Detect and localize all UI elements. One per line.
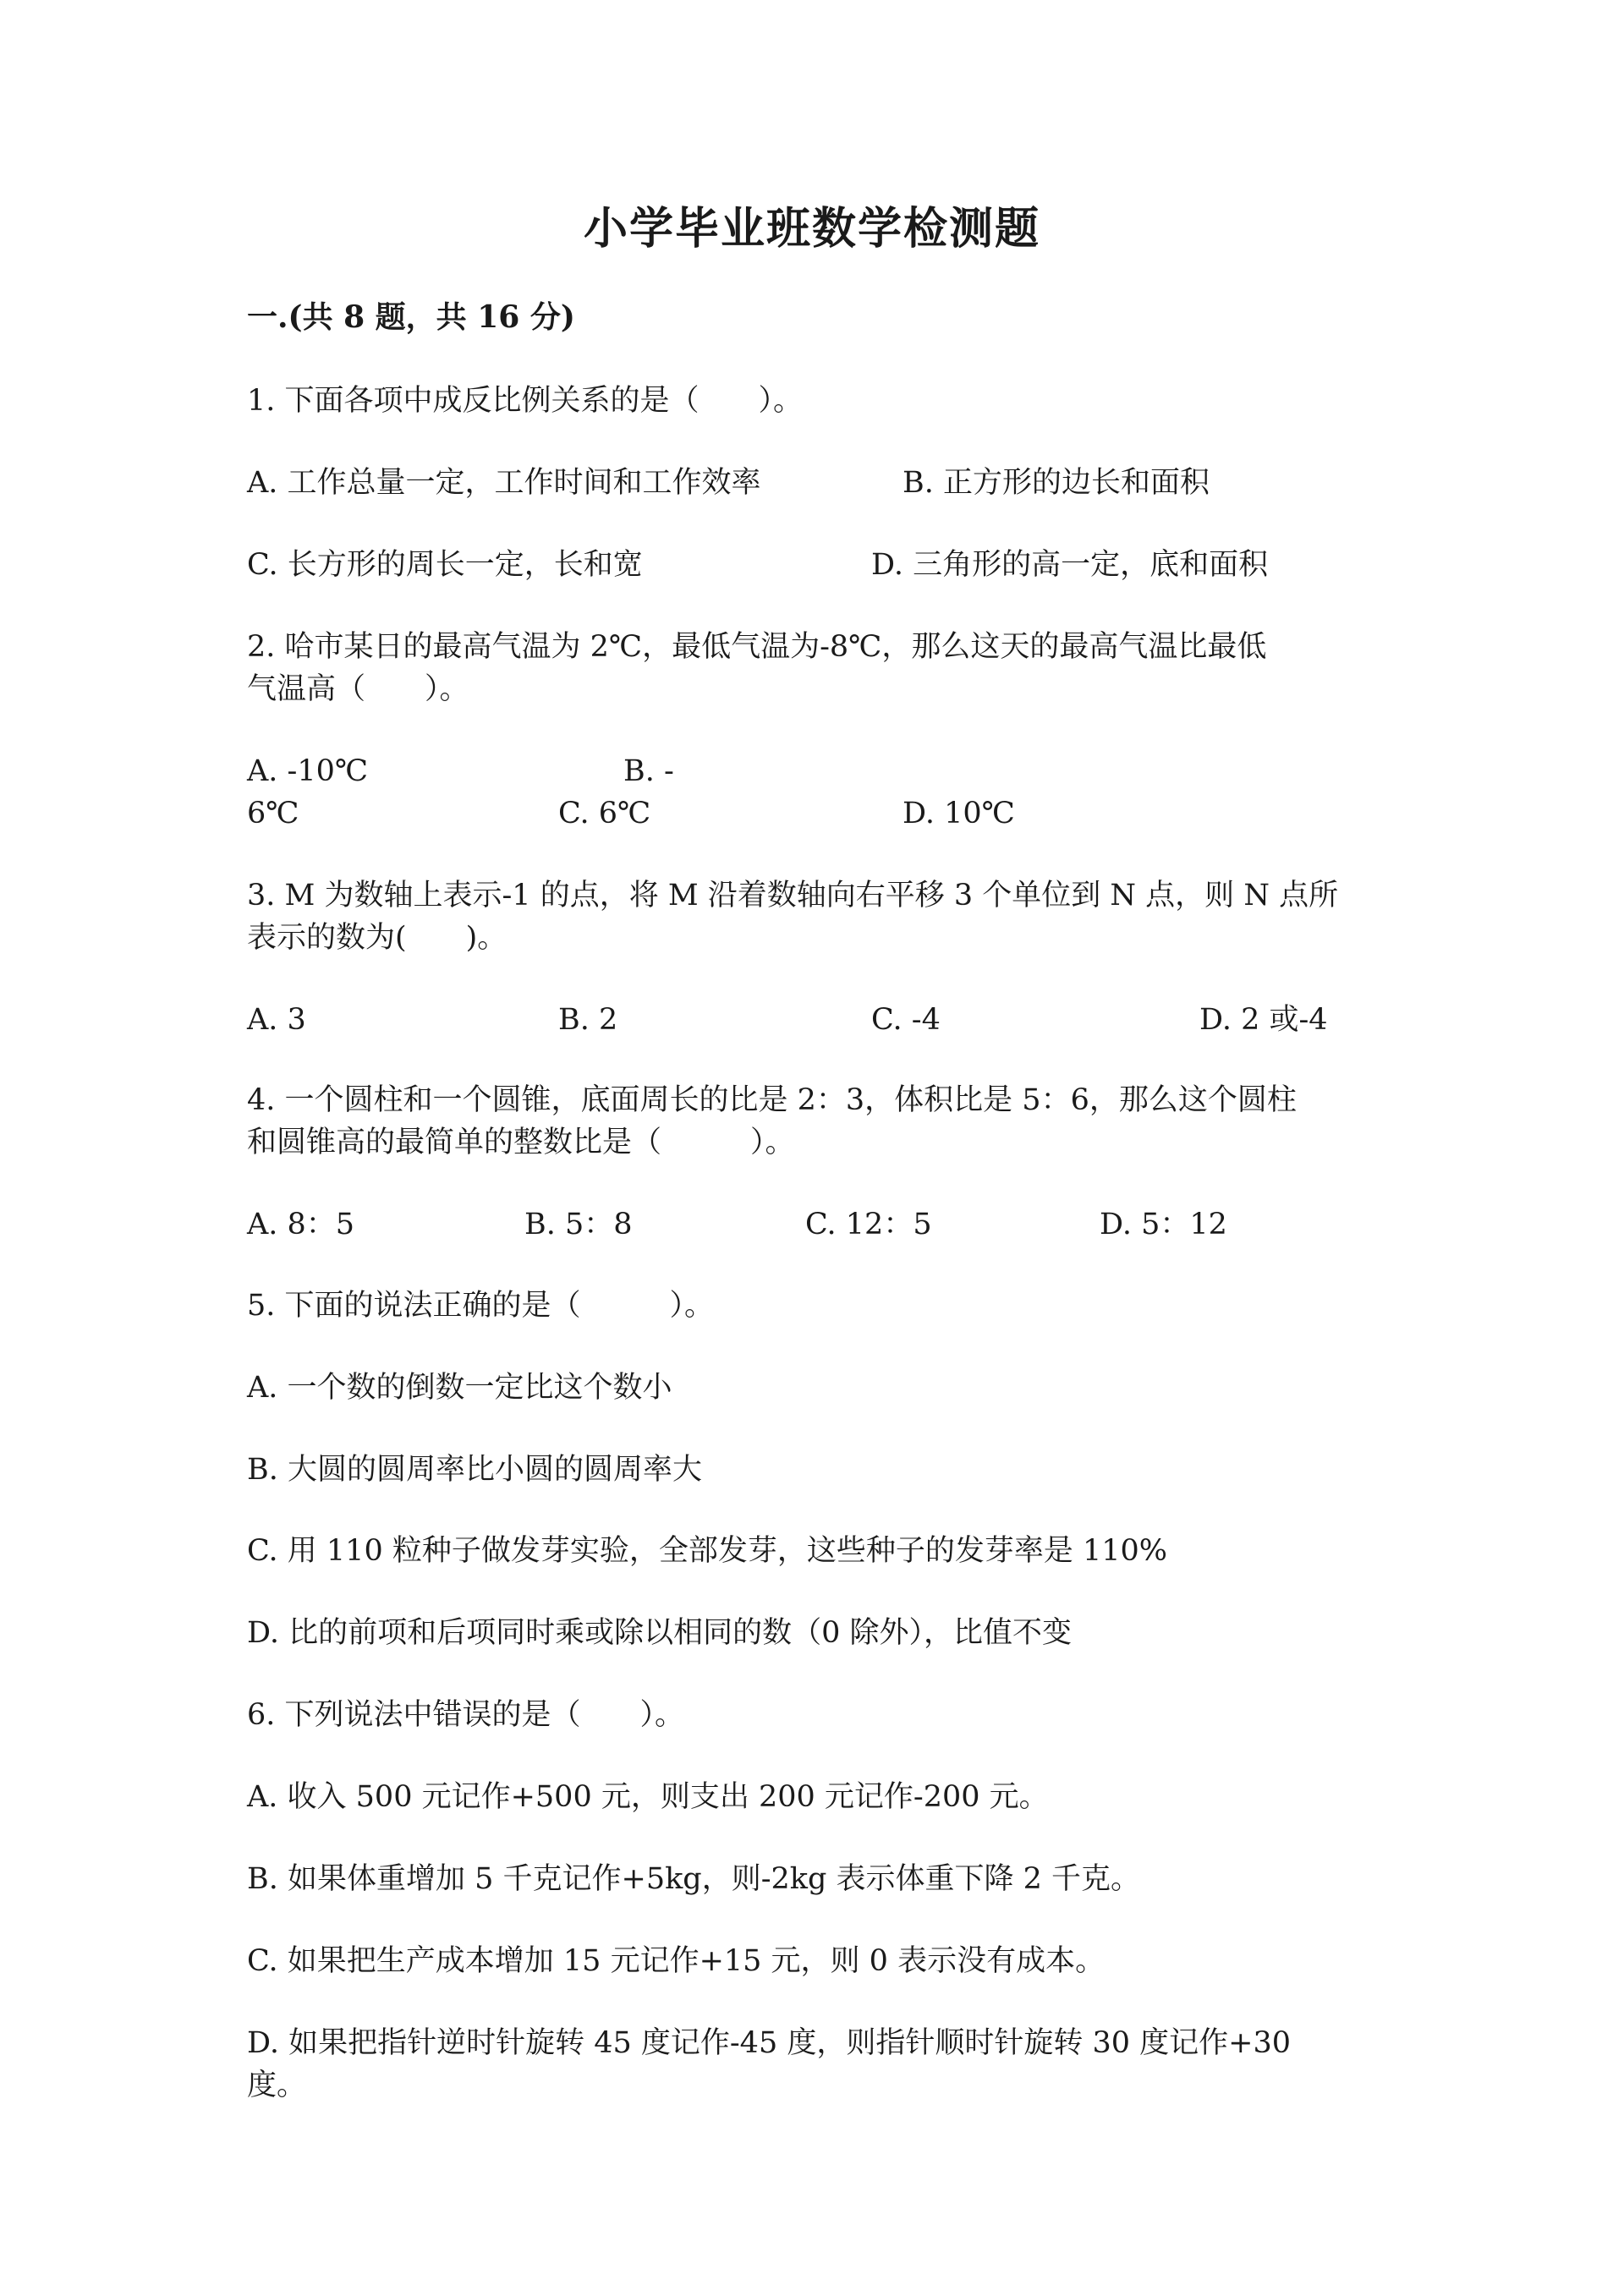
question-3-stem-line-2: 表示的数为( )。 — [247, 921, 508, 955]
question-2-option-c: C. 6℃ — [558, 797, 651, 830]
question-1-option-b: B. 正方形的边长和面积 — [903, 466, 1210, 500]
question-3-option-a: A. 3 — [247, 1003, 306, 1037]
question-3-option-b: B. 2 — [558, 1003, 618, 1037]
section-heading: 一.(共 8 题，共 16 分) — [247, 299, 575, 335]
question-4-option-a: A. 8：5 — [247, 1208, 355, 1241]
question-4-option-d: D. 5：12 — [1100, 1208, 1227, 1241]
question-6-option-b: B. 如果体重增加 5 千克记作+5kg，则-2kg 表示体重下降 2 千克。 — [247, 1862, 1141, 1896]
question-6-option-d-line-1: D. 如果把指针逆时针旋转 45 度记作-45 度，则指针顺时针旋转 30 度记作+30 — [247, 2026, 1291, 2060]
question-5-stem: 5. 下面的说法正确的是（ ）。 — [247, 1289, 715, 1323]
question-2-stem-line-2: 气温高（ ）。 — [247, 672, 469, 706]
question-2-option-d: D. 10℃ — [903, 797, 1015, 830]
question-1-option-a: A. 工作总量一定，工作时间和工作效率 — [247, 466, 761, 500]
question-1-stem: 1. 下面各项中成反比例关系的是（ ）。 — [247, 384, 804, 418]
question-6-option-c: C. 如果把生产成本增加 15 元记作+15 元，则 0 表示没有成本。 — [247, 1944, 1106, 1978]
page-title: 小学毕业班数学检测题 — [583, 203, 1040, 255]
question-6-option-a: A. 收入 500 元记作+500 元，则支出 200 元记作-200 元。 — [247, 1780, 1049, 1814]
question-1-option-d: D. 三角形的高一定，底和面积 — [871, 548, 1269, 582]
question-2-option-b-part-1: B. - — [623, 754, 674, 788]
question-5-option-b: B. 大圆的圆周率比小圆的圆周率大 — [247, 1453, 702, 1487]
question-3-option-d: D. 2 或-4 — [1199, 1003, 1328, 1037]
question-4-stem-line-2: 和圆锥高的最简单的整数比是（ ）。 — [247, 1126, 795, 1159]
question-2-option-a: A. -10℃ — [247, 754, 369, 788]
question-1-option-c: C. 长方形的周长一定，长和宽 — [247, 548, 643, 582]
question-6-option-d-line-2: 度。 — [247, 2069, 307, 2102]
question-5-option-c: C. 用 110 粒种子做发芽实验，全部发芽，这些种子的发芽率是 110% — [247, 1534, 1168, 1568]
question-3-option-c: C. -4 — [871, 1003, 941, 1037]
question-6-stem: 6. 下列说法中错误的是（ ）。 — [247, 1698, 685, 1732]
question-5-option-a: A. 一个数的倒数一定比这个数小 — [247, 1371, 672, 1405]
question-2-option-b-part-2: 6℃ — [247, 797, 299, 830]
question-5-option-d: D. 比的前项和后项同时乘或除以相同的数（0 除外），比值不变 — [247, 1616, 1072, 1650]
question-4-option-c: C. 12：5 — [805, 1208, 932, 1241]
question-2-stem-line-1: 2. 哈市某日的最高气温为 2℃，最低气温为-8℃，那么这天的最高气温比最低 — [247, 630, 1267, 664]
question-3-stem-line-1: 3. M 为数轴上表示-1 的点，将 M 沿着数轴向右平移 3 个单位到 N 点，则 N 点所 — [247, 879, 1339, 912]
question-4-stem-line-1: 4. 一个圆柱和一个圆锥，底面周长的比是 2：3，体积比是 5：6，那么这个圆柱 — [247, 1083, 1297, 1117]
question-4-option-b: B. 5：8 — [524, 1208, 633, 1241]
